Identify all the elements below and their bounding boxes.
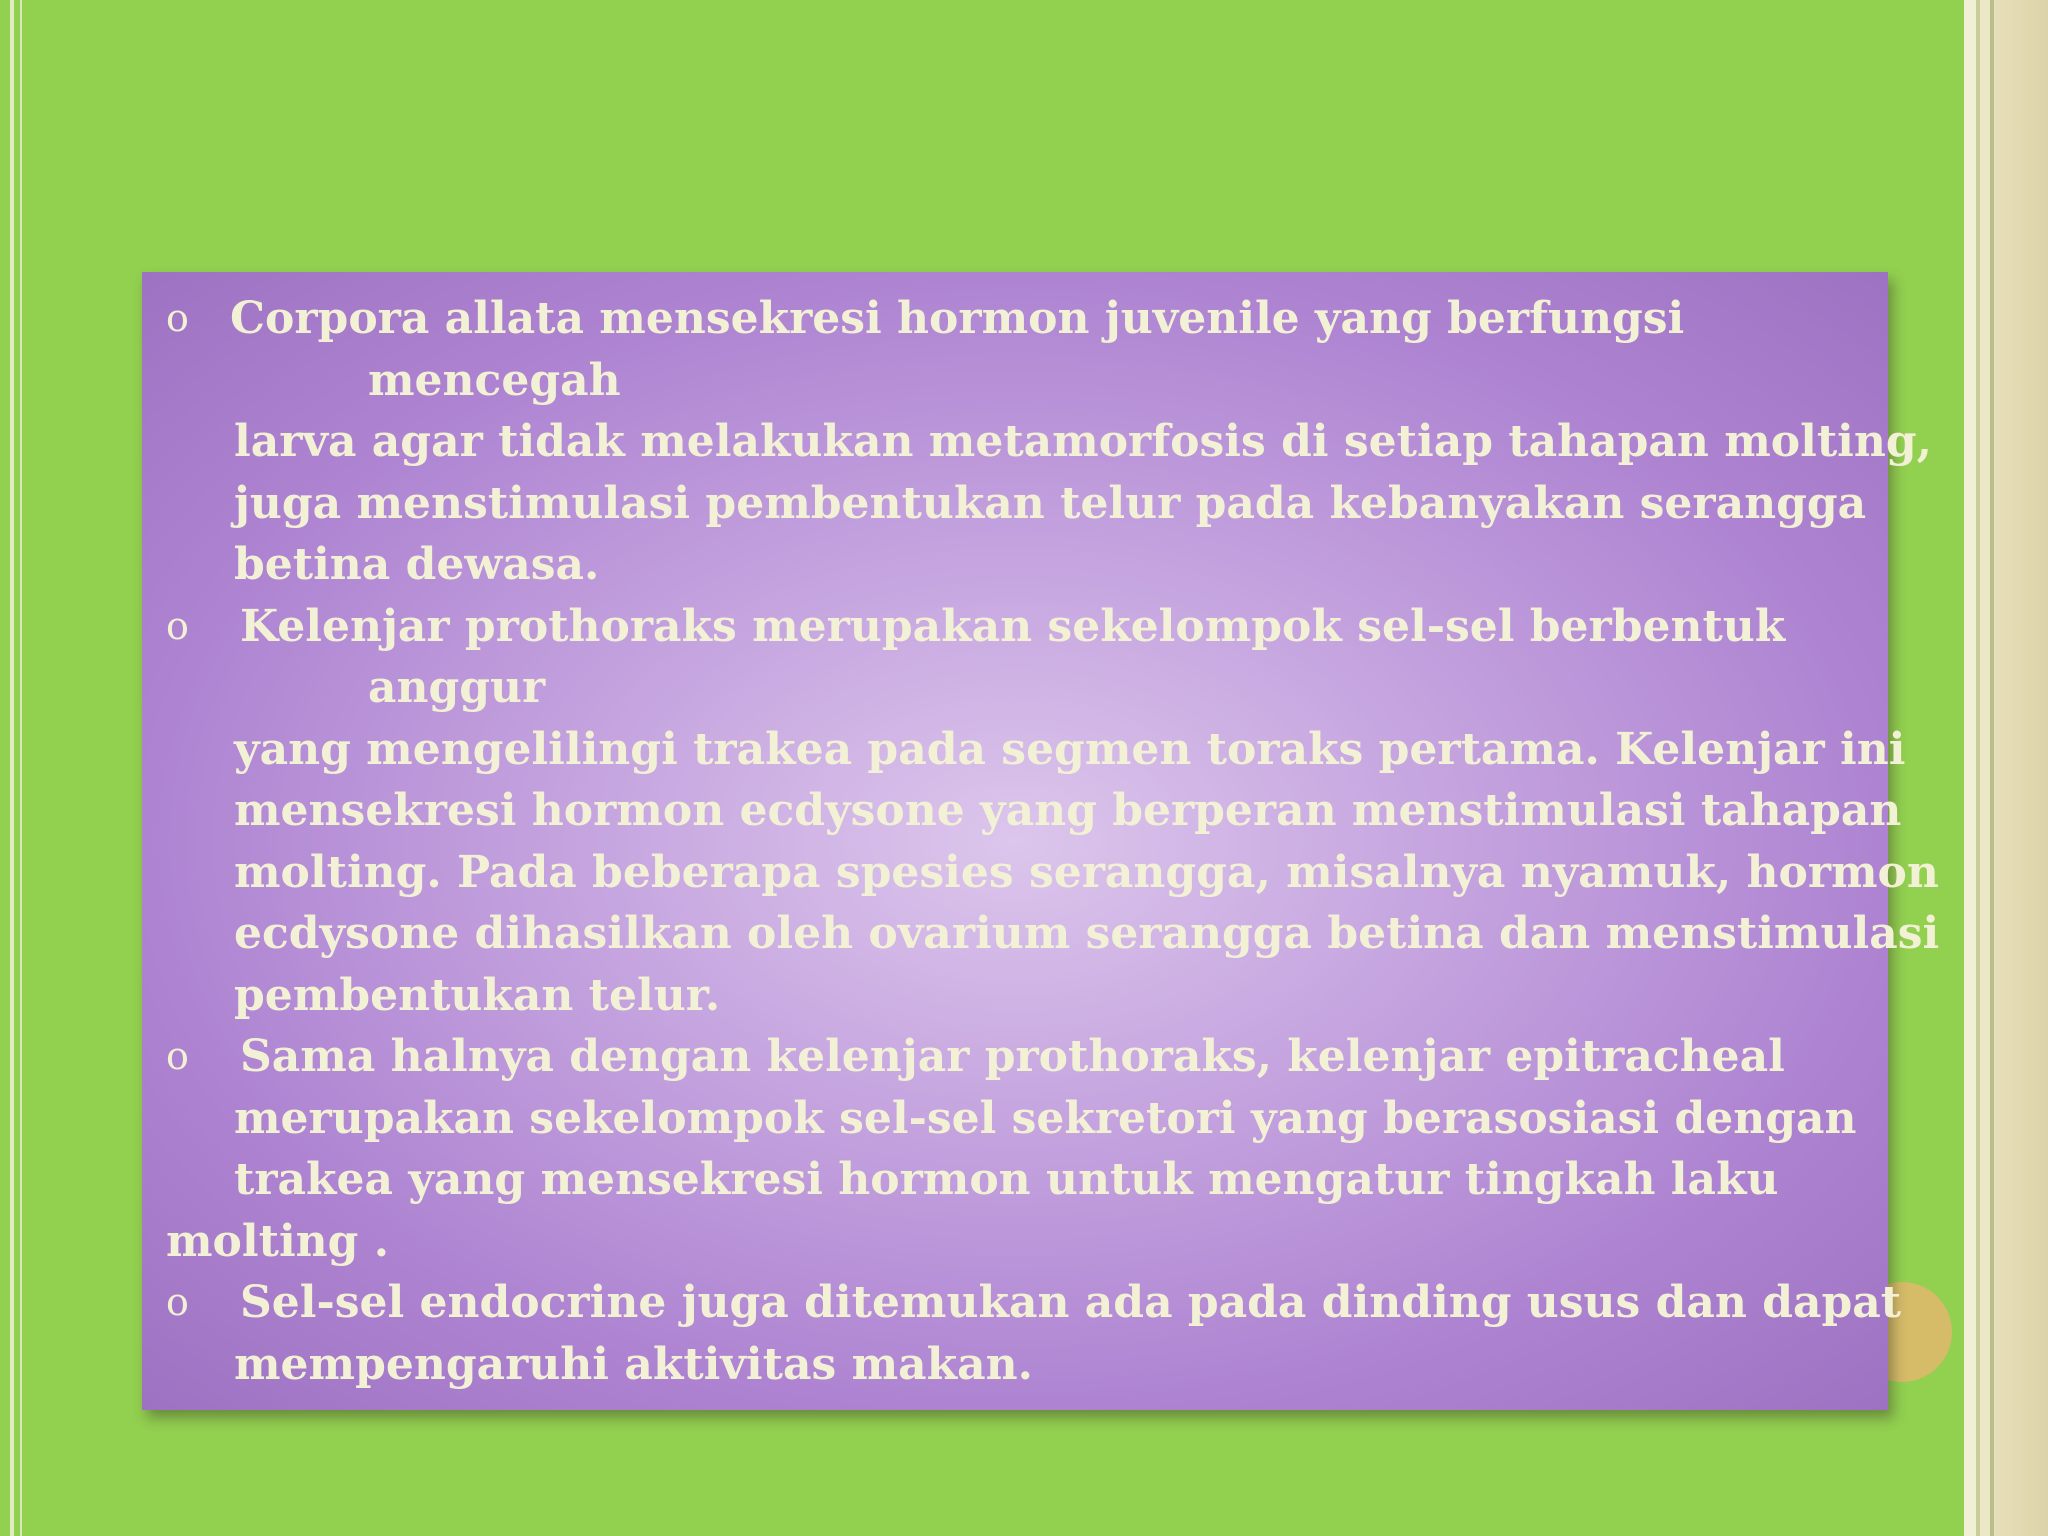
list-item-3-line-4: molting . [166,1215,390,1267]
list-item-3-line-2: merupakan sekelompok sel-sel sekretori yang berasosiasi dengan [234,1092,1857,1144]
list-item-2-line-2: anggur [368,662,546,713]
list-item-3-line-1: o Sama halnya dengan kelenjar prothoraks, kelenjar epitracheal [166,1026,1886,1088]
list-item-1-line-4: juga menstimulasi pembentukan telur pada kebanyakan serangga [234,477,1867,529]
bullet-marker: o [166,603,189,648]
list-item-2-line-5: molting. Pada beberapa spesies serangga, misalnya nyamuk, hormon [234,846,1939,898]
list-item-3-line-3: trakea yang mensekresi hormon untuk mengatur tingkah laku [234,1154,1779,1205]
right-decorative-band [1964,0,2048,1536]
list-item-2-line-6: ecdysone dihasilkan oleh ovarium serangga betina dan menstimulasi [234,908,1940,959]
list-item-2-line-7: pembentukan telur. [234,969,721,1021]
list-item-1-line-1: o Corpora allata mensekresi hormon juvenile yang berfungsi [166,288,1886,350]
bullet-marker: o [166,1280,189,1324]
bullet-list [166,288,1940,1395]
list-item-1-line-5: betina dewasa. [234,539,600,590]
content-panel [142,272,1940,1410]
list-item-2-line-1: o Kelenjar prothoraks merupakan sekelompok sel-sel berbentuk [166,596,1886,658]
list-item-2-line-4: mensekresi hormon ecdysone yang berperan menstimulasi tahapan [234,785,1902,836]
list-item-1-line-3: larva agar tidak melakukan metamorfosis di setiap tahapan molting, [234,416,1932,467]
left-border-line-thin [20,0,22,1536]
bullet-marker: o [166,296,189,340]
list-item-4-line-1: o Sel-sel endocrine juga ditemukan ada pada dinding usus dan dapat [166,1272,1886,1334]
list-item-2-line-3: yang mengelilingi trakea pada segmen toraks pertama. Kelenjar ini [234,723,1906,775]
bullet-marker: o [166,1034,189,1078]
list-item-4-line-2: mempengaruhi aktivitas makan. [234,1338,1033,1390]
list-item-1-line-2: mencegah [368,354,621,406]
left-border-line [10,0,14,1536]
